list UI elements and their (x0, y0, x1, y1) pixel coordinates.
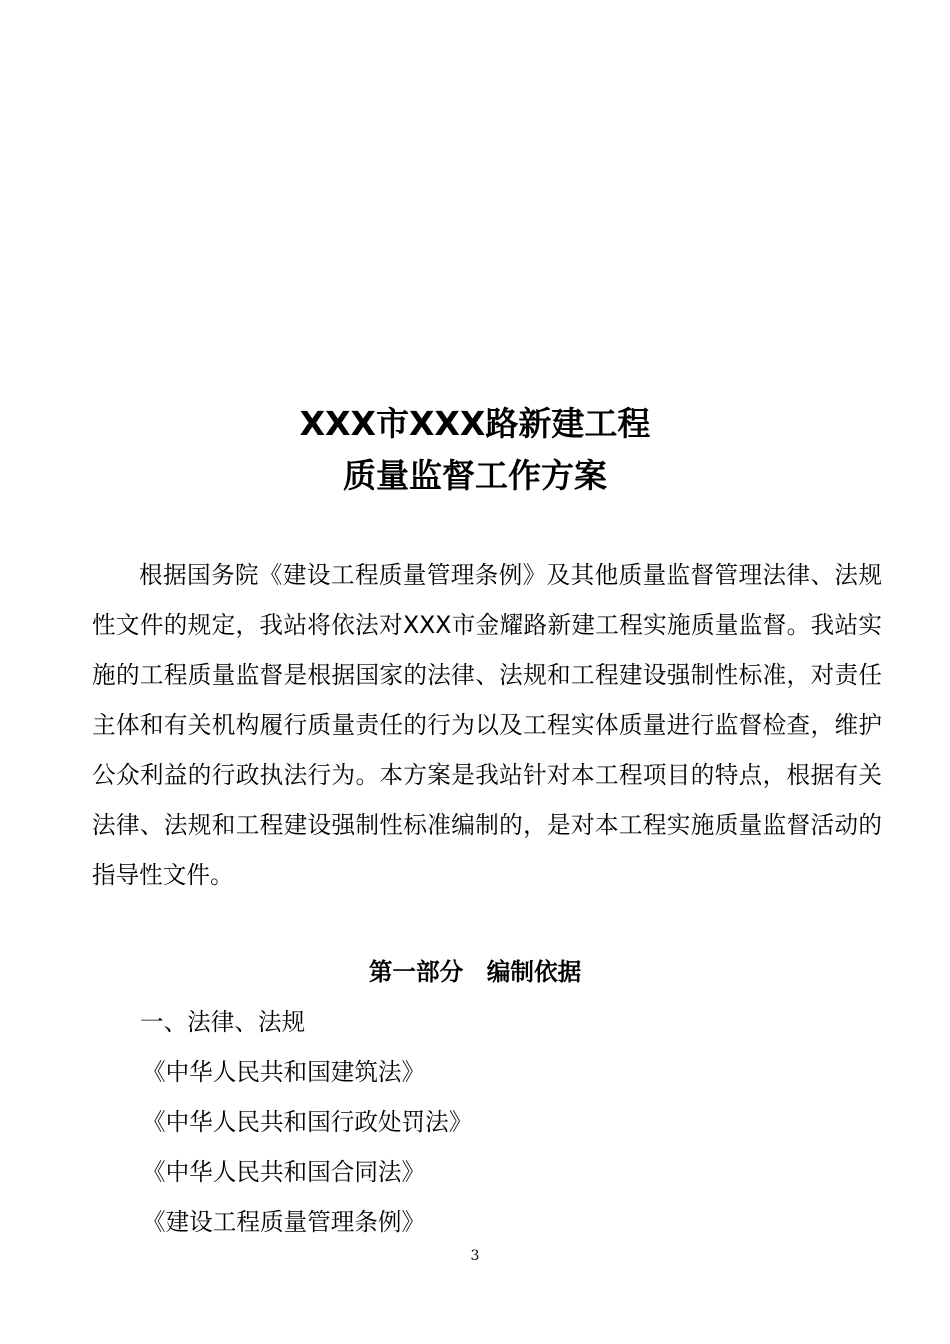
title-line-2: 质量监督工作方案 (343, 456, 607, 495)
title-line-1: XXX市XXX路新建工程 (299, 404, 651, 443)
law-item: 《中华人民共和国建筑法》 (142, 1058, 426, 1086)
law-item: 《中华人民共和国合同法》 (142, 1158, 426, 1186)
law-item: 《中华人民共和国行政处罚法》 (142, 1108, 473, 1136)
page-number: 3 (470, 1248, 480, 1264)
intro-paragraph: 根据国务院《建设工程质量管理条例》及其他质量监督管理法律、法规性文件的规定，我站将依法对XXX市金耀路新建工程实施质量监督。我站实施的工程质量监督是根据国家的法律、法规和工程建设强制性标准，对责任主体和有关机构履行质量责任的行为以及工程实体质量进行监督检查，维护公众利益的行政执法行为。本方案是我站针对本工程项目的特点，根据有关法律、法规和工程建设强制性标准编制的，是对本工程实施质量监督活动的指导性文件。 (92, 561, 882, 889)
document-title (0, 398, 950, 502)
law-item: 《建设工程质量管理条例》 (142, 1208, 426, 1236)
subsection-heading: 一、法律、法规 (140, 1008, 306, 1036)
basis-list (140, 997, 880, 1247)
section-heading: 第一部分 编制依据 (368, 958, 582, 986)
